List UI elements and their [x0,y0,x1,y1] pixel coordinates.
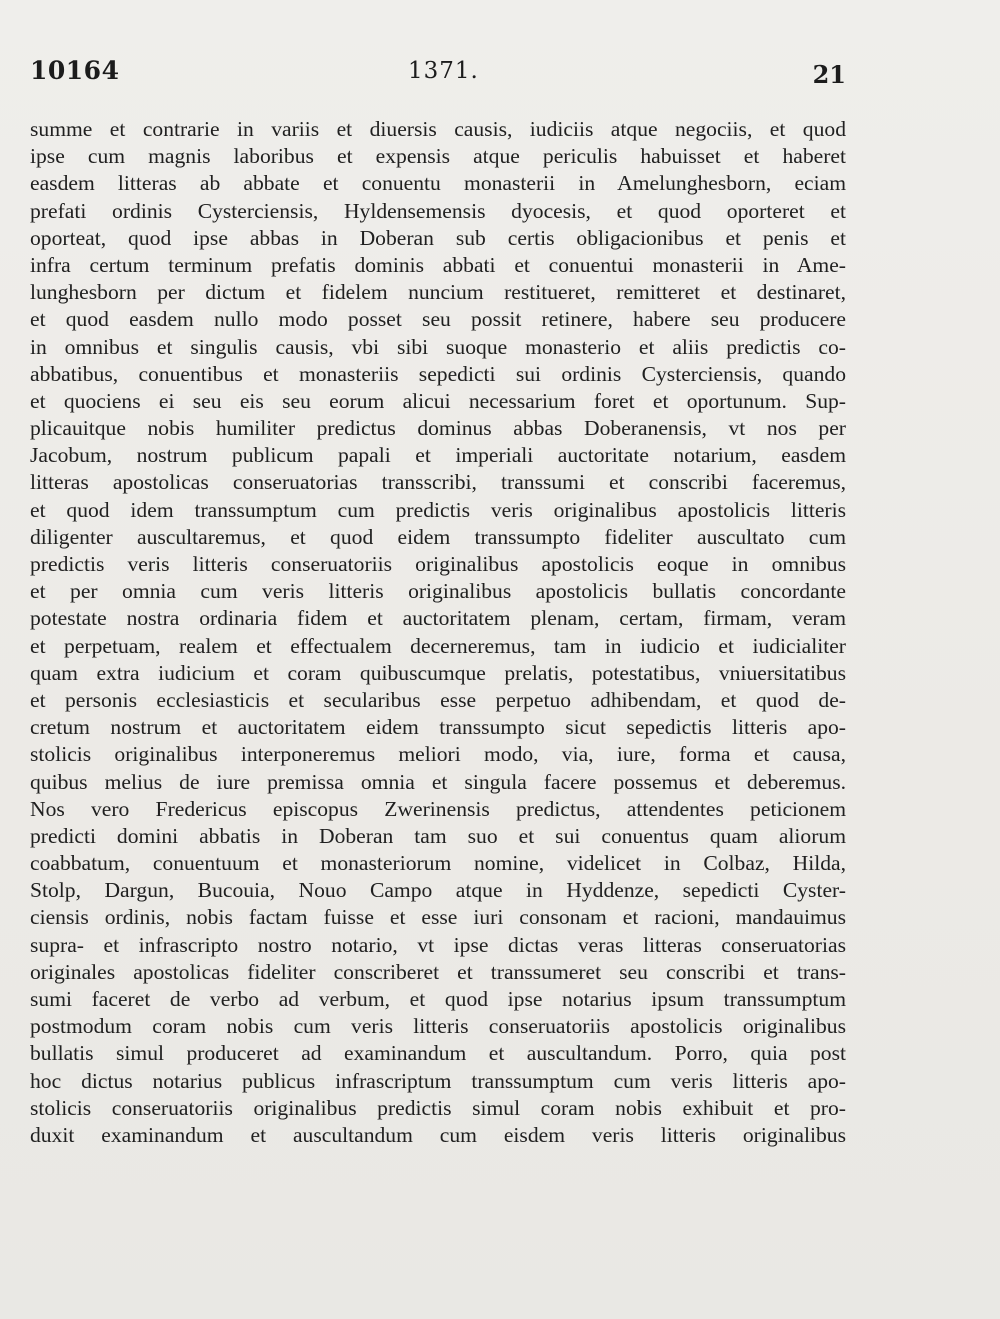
text-line: prefati ordinis Cysterciensis, Hyldensemensis dyocesis, et quod oporteret et [30,198,846,223]
text-line: Jacobum, nostrum publicum papali et imperiali auctoritate notarium, easdem [30,443,846,468]
text-line: et personis ecclesiasticis et secularibus esse perpetuo adhibendam, et quod de- [30,687,846,712]
text-line: easdem litteras ab abbate et conuentu monasterii in Amelunghesborn, eciam [30,171,846,196]
text-line: ciensis ordinis, nobis factam fuisse et esse iuri consonam et racioni, mandauimus [30,905,846,930]
text-line: stolicis conseruatoriis originalibus predictis simul coram nobis exhibuit et pro- [30,1095,846,1120]
text-line: originales apostolicas fideliter conscriberet et transsumeret seu conscribi et trans- [30,959,846,984]
text-line: supra- et infrascripto nostro notario, vt ipse dictas veras litteras conseruatorias [30,932,846,957]
text-line: et perpetuam, realem et effectualem decerneremus, tam in iudicio et iudicialiter [30,633,846,658]
text-line: oporteat, quod ipse abbas in Doberan sub certis obligacionibus et penis et [30,225,846,250]
text-line: sumi faceret de verbo ad verbum, et quod ipse notarius ipsum transsumptum [30,987,846,1011]
text-line: summe et contrarie in variis et diuersis causis, iudiciis atque negociis, et quod [30,117,846,141]
text-line: et quociens ei seu eis seu eorum alicui necessarium foret et oportunum. Sup- [30,388,846,413]
text-line: infra certum terminum prefatis dominis abbati et conuentui monasterii in Ame- [30,252,846,277]
text-line: hoc dictus notarius publicus infrascriptum transsumptum cum veris litteris apo- [30,1068,846,1093]
text-line: diligenter auscultaremus, et quod eidem transsumpto fideliter auscultato cum [30,524,846,549]
page-header [30,54,846,94]
text-line: lunghesborn per dictum et fidelem nuncium restitueret, remitteret et destinaret, [30,280,846,305]
text-line: et quod idem transsumptum cum predictis veris originalibus apostolicis litteris [30,497,846,522]
text-line: postmodum coram nobis cum veris litteris conseruatoriis apostolicis originalibus [30,1014,846,1039]
document-number: 10164 [30,56,120,85]
text-line: bullatis simul produceret ad examinandum et auscultandum. Porro, quia post [30,1041,846,1066]
text-line: ipse cum magnis laboribus et expensis atque periculis habuisset et haberet [30,144,846,169]
text-line: quam extra iudicium et coram quibuscumque prelatis, potestatibus, vniuersitatibus [30,660,846,685]
text-line: in omnibus et singulis causis, vbi sibi suoque monasterio et aliis predictis co- [30,334,846,359]
text-line: Nos vero Fredericus episcopus Zwerinensis predictus, attendentes peticionem [30,796,846,821]
text-line: predicti domini abbatis in Doberan tam suo et sui conuentus quam aliorum [30,823,846,848]
text-line: coabbatum, conuentuum et monasteriorum nomine, videlicet in Colbaz, Hilda, [30,851,846,876]
text-line: et per omnia cum veris litteris originalibus apostolicis bullatis concordante [30,579,846,604]
document-year: 1371. [408,58,479,84]
text-line: Stolp, Dargun, Bucouia, Nouo Campo atque in Hyddenze, sepedicti Cyster- [30,878,846,903]
text-line: plicauitque nobis humiliter predictus dominus abbas Doberanensis, vt nos per [30,416,846,441]
text-line: abbatibus, conuentibus et monasteriis sepedicti sui ordinis Cysterciensis, quando [30,361,846,386]
text-line: litteras apostolicas conseruatorias transscribi, transsumi et conscribi faceremus, [30,470,846,495]
body-text [30,116,846,1149]
page-number: 21 [812,60,846,89]
text-line: et quod easdem nullo modo posset seu possit retinere, habere seu producere [30,307,846,332]
text-line: potestate nostra ordinaria fidem et auctoritatem plenam, certam, firmam, veram [30,606,846,631]
text-line: stolicis originalibus interponeremus meliori modo, via, iure, forma et causa, [30,742,846,767]
text-line: cretum nostrum et auctoritatem eidem transsumpto sicut sepedictis litteris apo- [30,715,846,740]
text-line: predictis veris litteris conseruatoriis originalibus apostolicis eoque in omnibus [30,552,846,576]
text-line: duxit examinandum et auscultandum cum eisdem veris litteris originalibus [30,1122,846,1147]
text-line: quibus melius de iure premissa omnia et singula facere possemus et deberemus. [30,769,846,794]
